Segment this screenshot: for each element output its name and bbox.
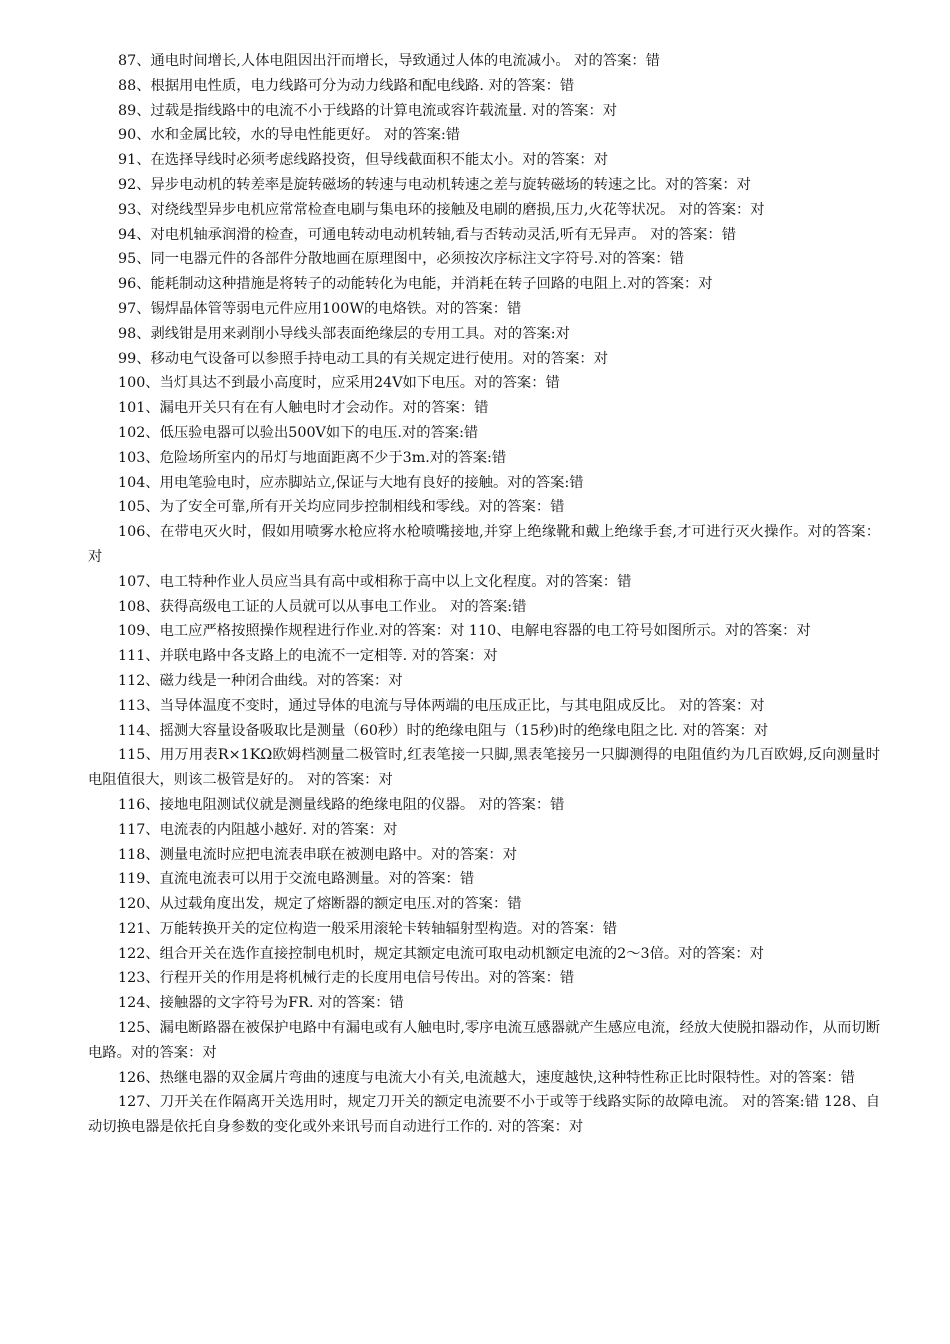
question-90: 90、水和金属比较，水的导电性能更好。 对的答案:错	[118, 127, 461, 144]
question-87: 87、通电时间增长,人体电阻因出汗而增长，导致通过人体的电流减小。 对的答案：错	[118, 53, 660, 69]
question-102: 102、低压验电器可以验出500V如下的电压.对的答案:错	[118, 424, 479, 441]
question-126: 126、热继电器的双金属片弯曲的速度与电流大小有关,电流越大，速度越快,这种特性称正比时限特性。对的答案：错	[118, 1069, 855, 1086]
question-98: 98、剥线钳是用来剥削小导线头部表面绝缘层的专用工具。对的答案:对	[118, 325, 570, 342]
question-97: 97、锡焊晶体管等弱电元件应用100W的电烙铁。对的答案：错	[118, 300, 522, 317]
question-124: 124、接触器的文字符号为FR. 对的答案：错	[118, 995, 404, 1012]
question-120: 120、从过载角度出发，规定了熔断器的额定电压.对的答案：错	[118, 896, 522, 913]
question-95: 95、同一电器元件的各部件分散地画在原理图中，必须按次序标注文字符号.对的答案：错	[118, 251, 685, 268]
question-115: 115、用万用表R×1KΩ欧姆档测量二极管时,红表笔接一只脚,黑表笔接另一只脚测得的电阻值约为几百欧姆,反向测量时电阻值很大，则该二极管是好的。 对的答案：对	[88, 747, 880, 789]
question-88: 88、根据用电性质，电力线路可分为动力线路和配电线路. 对的答案：错	[118, 77, 575, 94]
document-page	[88, 49, 880, 1140]
question-107: 107、电工特种作业人员应当具有高中或相称于高中以上文化程度。对的答案：错	[118, 573, 632, 590]
question-100: 100、当灯具达不到最小高度时，应采用24V如下电压。对的答案：错	[118, 375, 560, 392]
question-127-128: 127、刀开关在作隔离开关选用时，规定刀开关的额定电流要不小于或等于线路实际的故障电流。 对的答案:错 128、自动切换电器是依托自身参数的变化或外来讯号而自动进行工作的. 对的答案：对	[88, 1094, 880, 1136]
question-106: 106、在带电灭火时，假如用喷雾水枪应将水枪喷嘴接地,并穿上绝缘靴和戴上绝缘手套,才可进行灭火操作。对的答案：对	[88, 524, 880, 565]
question-89: 89、过载是指线路中的电流不小于线路的计算电流或容许载流量. 对的答案：对	[118, 102, 618, 119]
question-99: 99、移动电气设备可以参照手持电动工具的有关规定进行使用。对的答案：对	[118, 350, 608, 367]
question-112: 112、磁力线是一种闭合曲线。对的答案：对	[118, 672, 403, 689]
question-122: 122、组合开关在选作直接控制电机时，规定其额定电流可取电动机额定电流的2～3倍。对的答案：对	[118, 945, 764, 962]
question-101: 101、漏电开关只有在有人触电时才会动作。对的答案：错	[118, 400, 489, 417]
question-119: 119、直流电流表可以用于交流电路测量。对的答案：错	[118, 871, 475, 888]
question-114: 114、摇测大容量设备吸取比是测量（60秒）时的绝缘电阻与（15秒)时的绝缘电阻之比. 对的答案：对	[118, 722, 769, 739]
question-109-110: 109、电工应严格按照操作规程进行作业.对的答案：对 110、电解电容器的电工符号如图所示。对的答案：对	[118, 623, 811, 640]
question-108: 108、获得高级电工证的人员就可以从事电工作业。 对的答案:错	[118, 598, 527, 615]
question-93: 93、对绕线型异步电机应常常检查电刷与集电环的接触及电刷的磨损,压力,火花等状况。 对的答案：对	[118, 201, 765, 218]
question-96: 96、能耗制动这种措施是将转子的动能转化为电能，并消耗在转子回路的电阻上.对的答案：对	[118, 276, 713, 293]
question-113: 113、当导体温度不变时，通过导体的电流与导体两端的电压成正比，与其电阻成反比。 对的答案：对	[118, 697, 765, 714]
question-123: 123、行程开关的作用是将机械行走的长度用电信号传出。对的答案：错	[118, 970, 575, 987]
question-91: 91、在选择导线时必须考虑线路投资，但导线截面积不能太小。对的答案：对	[118, 152, 608, 169]
question-92: 92、异步电动机的转差率是旋转磁场的转速与电动机转速之差与旋转磁场的转速之比。对的答案：对	[118, 176, 751, 193]
question-94: 94、对电机轴承润滑的检查，可通电转动电动机转轴,看与否转动灵活,听有无异声。 对的答案：错	[118, 226, 736, 243]
question-125: 125、漏电断路器在被保护电路中有漏电或有人触电时,零序电流互感器就产生感应电流，经放大使脱扣器动作，从而切断电路。对的答案：对	[88, 1020, 880, 1061]
question-104: 104、用电笔验电时，应赤脚站立,保证与大地有良好的接触。对的答案:错	[118, 474, 584, 491]
question-121: 121、万能转换开关的定位构造一般采用滚轮卡转轴辐射型构造。对的答案：错	[118, 920, 618, 937]
question-111: 111、并联电路中各支路上的电流不一定相等. 对的答案：对	[118, 648, 498, 665]
question-117: 117、电流表的内阻越小越好. 对的答案：对	[118, 821, 398, 838]
question-116: 116、接地电阻测试仪就是测量线路的绝缘电阻的仪器。 对的答案：错	[118, 796, 565, 813]
question-118: 118、测量电流时应把电流表串联在被测电路中。对的答案：对	[118, 846, 518, 863]
question-103: 103、危险场所室内的吊灯与地面距离不少于3m.对的答案:错	[118, 449, 507, 466]
question-105: 105、为了安全可靠,所有开关均应同步控制相线和零线。对的答案：错	[118, 499, 565, 516]
